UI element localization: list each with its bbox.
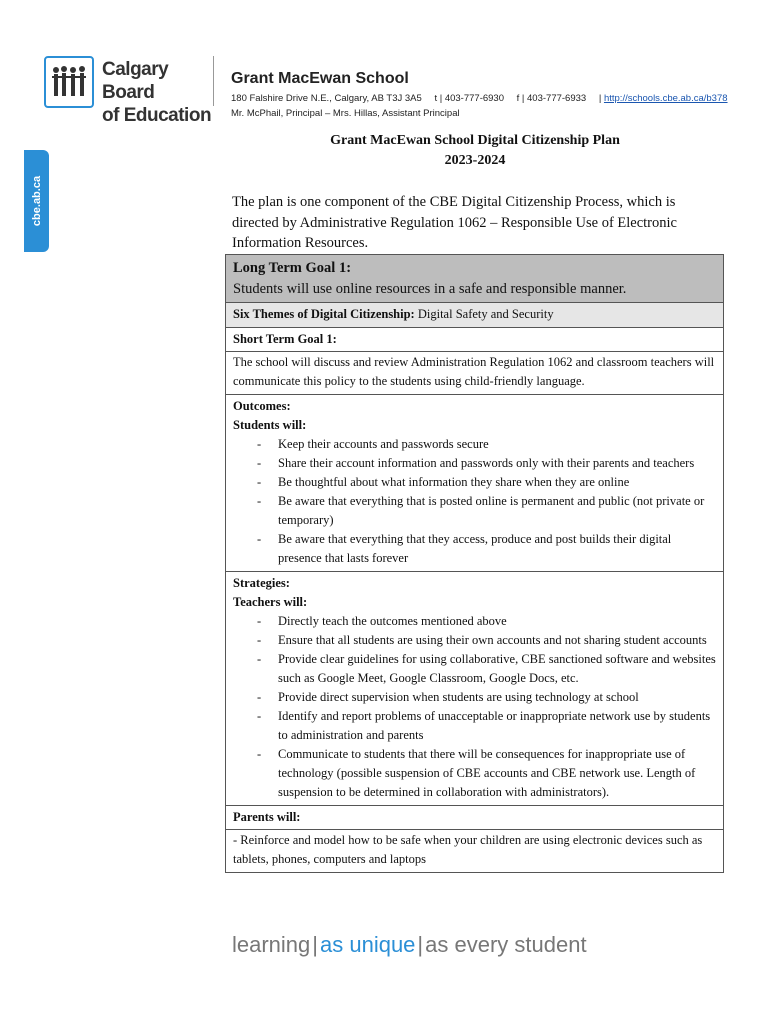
school-website-link[interactable]: http://schools.cbe.ab.ca/b378 — [603, 93, 728, 104]
long-term-goal-heading: Long Term Goal 1: — [233, 260, 352, 276]
list-item: - Share their account information and passwords only with their parents and teachers — [233, 454, 716, 473]
cbe-side-tab — [24, 150, 49, 252]
citizenship-plan-table — [225, 254, 724, 873]
school-phone: t | 403-777-6930 — [434, 93, 504, 104]
list-item: - Provide clear guidelines for using collaborative, CBE sanctioned software and websites such as Google Meet, Google Classroom, Google Docs, etc. — [233, 650, 716, 688]
list-item: - Directly teach the outcomes mentioned above — [233, 612, 716, 631]
school-fax: f | 403-777-6933 — [516, 93, 587, 104]
footer-tagline — [232, 932, 587, 958]
school-staff: Mr. McPhail, Principal – Mrs. Hillas, Assistant Principal — [231, 108, 460, 119]
outcomes-subheading: Students will: — [233, 418, 307, 432]
themes-row — [226, 303, 723, 328]
cbe-logo — [44, 56, 214, 126]
strategies-row — [226, 572, 723, 806]
parents-text: - Reinforce and model how to be safe when your children are using electronic devices such as tablets, phones, computers and laptops — [226, 829, 723, 869]
org-name: Calgary Board of Education — [102, 59, 212, 126]
outcomes-row — [226, 395, 723, 572]
url-separator: | — [598, 93, 602, 104]
tagline-separator: | — [417, 932, 424, 957]
tagline-part-as-unique: as unique — [320, 932, 416, 957]
intro-paragraph: The plan is one component of the CBE Digital Citizenship Process, which is directed by Administrative Regulation 1062 – Responsible Use of Electronic Information Resources. — [232, 194, 677, 251]
side-tab-label: cbe.ab.ca — [30, 175, 43, 227]
themes-label: Six Themes of Digital Citizenship: — [233, 307, 415, 321]
document-title: Grant MacEwan School Digital Citizenship Plan — [330, 133, 620, 148]
tagline-separator: | — [312, 932, 318, 957]
list-item: - Provide direct supervision when students are using technology at school — [233, 688, 716, 707]
school-contact-line — [231, 93, 728, 104]
school-address: 180 Falshire Drive N.E., Calgary, AB T3J 3A5 — [231, 93, 422, 104]
tagline-part-every-student: as every student — [425, 932, 587, 957]
people-figures-icon — [44, 56, 94, 108]
outcomes-list — [233, 435, 716, 568]
strategies-heading: Strategies: — [233, 576, 290, 590]
list-item: - Ensure that all students are using their own accounts and not sharing student accounts — [233, 631, 716, 650]
short-term-goal-heading: Short Term Goal 1: — [233, 332, 337, 346]
document-year: 2023-2024 — [444, 153, 506, 168]
short-term-goal-text: The school will discuss and review Administration Regulation 1062 and classroom teachers will communicate this policy to the students using child-friendly language. — [226, 351, 723, 391]
strategies-list — [233, 612, 716, 802]
list-item: - Identify and report problems of unacceptable or inappropriate network use by students to administration and parents — [233, 707, 716, 745]
themes-value: Digital Safety and Security — [417, 307, 554, 321]
parents-row — [226, 806, 723, 872]
tagline-part-learning: learning — [232, 932, 311, 957]
header-divider — [213, 56, 214, 106]
school-name: Grant MacEwan School — [231, 70, 409, 87]
short-term-goal-row — [226, 328, 723, 395]
list-item: - Be aware that everything that is posted online is permanent and public (not private or temporary) — [233, 492, 716, 530]
long-term-goal-text: Students will use online resources in a safe and responsible manner. — [233, 281, 627, 297]
list-item: - Keep their accounts and passwords secure — [233, 435, 716, 454]
strategies-subheading: Teachers will: — [233, 595, 308, 609]
list-item: - Communicate to students that there will be consequences for inappropriate use of technology (possible suspension of CBE accounts and CBE network use. Length of suspension to be determined in collaboration with administrators). — [233, 745, 716, 802]
outcomes-heading: Outcomes: — [233, 399, 291, 413]
long-term-goal-row — [226, 255, 723, 303]
list-item: - Be thoughtful about what information they share when they are online — [233, 473, 716, 492]
list-item: - Be aware that everything that they access, produce and post builds their digital presence that lasts forever — [233, 530, 716, 568]
parents-heading: Parents will: — [233, 810, 301, 824]
